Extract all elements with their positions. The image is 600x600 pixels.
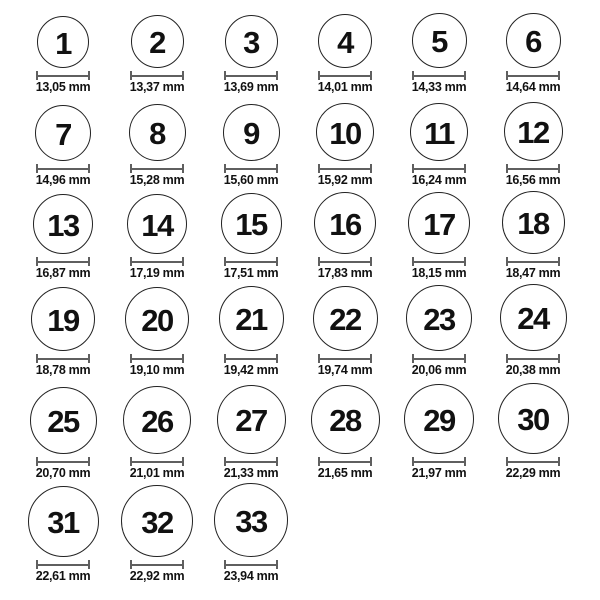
diameter-label: 23,94 mm: [223, 569, 279, 583]
diameter-measure-line: [506, 457, 560, 466]
ring-circle: [506, 13, 561, 68]
diameter-measure-line: [224, 354, 278, 363]
ring-size-number: 20: [141, 302, 173, 338]
ring-circle: [33, 194, 93, 254]
diameter-label: 16,24 mm: [411, 173, 467, 187]
ring-size-cell-11: [392, 94, 486, 187]
ring-size-number: 28: [329, 403, 361, 438]
ring-size-number: 1: [55, 25, 71, 61]
ring-size-number: 19: [47, 302, 79, 338]
ring-size-cell-4: [298, 3, 392, 94]
diameter-label: 20,70 mm: [35, 466, 91, 480]
diameter-label: 15,92 mm: [317, 173, 373, 187]
ring-size-number: 17: [423, 206, 455, 242]
ring-size-number: 10: [329, 115, 361, 151]
ring-size-cell-5: [392, 3, 486, 94]
ring-size-cell-17: [392, 187, 486, 280]
ring-size-number: 7: [55, 116, 71, 152]
ring-circle: [316, 103, 374, 161]
ring-size-row-5: [0, 377, 600, 480]
ring-circle: [31, 287, 95, 351]
ring-size-number: 11: [424, 115, 454, 151]
diameter-measure-line: [318, 354, 372, 363]
diameter-label: 17,83 mm: [317, 266, 373, 280]
diameter-label: 14,01 mm: [317, 80, 373, 94]
diameter-label: 16,87 mm: [35, 266, 91, 280]
ring-circle: [225, 15, 278, 68]
diameter-measure-line: [36, 257, 90, 266]
ring-size-cell-22: [298, 280, 392, 377]
ring-size-number: 6: [525, 24, 541, 59]
diameter-label: 22,61 mm: [35, 569, 91, 583]
ring-circle: [406, 285, 472, 351]
diameter-label: 13,69 mm: [223, 80, 279, 94]
ring-size-number: 13: [47, 207, 79, 243]
ring-size-cell-28: [298, 377, 392, 480]
ring-size-number: 32: [141, 504, 173, 540]
diameter-label: 18,15 mm: [411, 266, 467, 280]
diameter-measure-line: [412, 257, 466, 266]
ring-circle: [35, 105, 91, 161]
ring-size-number: 8: [149, 116, 165, 151]
diameter-measure-line: [318, 164, 372, 173]
ring-size-row-6: [0, 480, 600, 583]
ring-circle: [129, 104, 186, 161]
ring-size-row-2: [0, 94, 600, 187]
diameter-measure-line: [318, 457, 372, 466]
ring-size-row-3: [0, 187, 600, 280]
ring-circle: [221, 193, 282, 254]
diameter-measure-line: [224, 457, 278, 466]
ring-size-cell-10: [298, 94, 392, 187]
ring-circle: [404, 384, 474, 454]
ring-circle: [314, 192, 376, 254]
diameter-label: 21,01 mm: [129, 466, 185, 480]
ring-size-cell-2: [110, 3, 204, 94]
ring-size-cell-29: [392, 377, 486, 480]
diameter-label: 22,29 mm: [505, 466, 561, 480]
ring-size-cell-3: [204, 3, 298, 94]
ring-size-cell-21: [204, 280, 298, 377]
diameter-measure-line: [412, 354, 466, 363]
diameter-label: 14,64 mm: [505, 80, 561, 94]
ring-size-cell-15: [204, 187, 298, 280]
ring-size-row-4: [0, 280, 600, 377]
ring-size-number: 29: [423, 402, 455, 438]
diameter-measure-line: [318, 71, 372, 80]
ring-size-cell-31: [16, 480, 110, 583]
ring-size-cell-24: [486, 280, 580, 377]
ring-circle: [217, 385, 286, 454]
ring-circle: [311, 385, 380, 454]
ring-size-cell-1: [16, 3, 110, 94]
ring-circle: [408, 192, 470, 254]
ring-size-row-1: [0, 3, 600, 94]
diameter-measure-line: [130, 560, 184, 569]
diameter-measure-line: [36, 560, 90, 569]
diameter-label: 17,51 mm: [223, 266, 279, 280]
ring-size-cell-25: [16, 377, 110, 480]
ring-circle: [28, 486, 99, 557]
diameter-measure-line: [412, 457, 466, 466]
ring-size-number: 15: [235, 207, 267, 242]
ring-size-cell-6: [486, 3, 580, 94]
ring-circle: [131, 15, 184, 68]
diameter-measure-line: [318, 257, 372, 266]
diameter-measure-line: [224, 560, 278, 569]
diameter-label: 19,74 mm: [317, 363, 373, 377]
ring-size-cell-18: [486, 187, 580, 280]
ring-size-number: 30: [517, 402, 549, 437]
ring-size-number: 27: [235, 403, 267, 438]
diameter-label: 19,10 mm: [129, 363, 185, 377]
diameter-measure-line: [506, 71, 560, 80]
diameter-measure-line: [412, 71, 466, 80]
ring-circle: [318, 14, 372, 68]
ring-circle: [30, 387, 97, 454]
diameter-label: 15,28 mm: [129, 173, 185, 187]
ring-size-number: 33: [235, 503, 267, 539]
ring-size-number: 9: [243, 116, 259, 151]
ring-size-cell-7: [16, 94, 110, 187]
ring-circle: [410, 103, 468, 161]
ring-size-number: 12: [517, 115, 549, 150]
diameter-measure-line: [36, 164, 90, 173]
diameter-measure-line: [506, 257, 560, 266]
diameter-measure-line: [130, 164, 184, 173]
ring-size-number: 16: [329, 206, 361, 242]
ring-size-number: 23: [423, 301, 455, 337]
ring-size-number: 5: [431, 24, 447, 59]
ring-circle: [498, 383, 569, 454]
ring-size-number: 25: [47, 404, 79, 439]
ring-size-number: 26: [141, 403, 173, 439]
diameter-label: 19,42 mm: [223, 363, 279, 377]
diameter-measure-line: [412, 164, 466, 173]
ring-size-number: 22: [329, 302, 361, 337]
ring-size-cell-8: [110, 94, 204, 187]
ring-size-cell-32: [110, 480, 204, 583]
ring-size-number: 24: [517, 301, 549, 336]
ring-size-number: 21: [235, 302, 267, 337]
ring-size-cell-27: [204, 377, 298, 480]
ring-circle: [37, 16, 89, 68]
ring-circle: [127, 194, 187, 254]
diameter-label: 21,65 mm: [317, 466, 373, 480]
ring-circle: [412, 13, 467, 68]
ring-circle: [223, 104, 280, 161]
diameter-measure-line: [224, 257, 278, 266]
ring-size-cell-12: [486, 94, 580, 187]
ring-size-cell-19: [16, 280, 110, 377]
ring-circle: [313, 286, 378, 351]
ring-size-cell-26: [110, 377, 204, 480]
diameter-label: 18,47 mm: [505, 266, 561, 280]
diameter-label: 14,33 mm: [411, 80, 467, 94]
diameter-label: 21,33 mm: [223, 466, 279, 480]
diameter-measure-line: [130, 257, 184, 266]
ring-circle: [500, 284, 567, 351]
ring-circle: [123, 386, 191, 454]
ring-circle: [219, 286, 284, 351]
diameter-label: 13,37 mm: [129, 80, 185, 94]
ring-size-cell-13: [16, 187, 110, 280]
ring-size-number: 4: [337, 24, 353, 60]
diameter-label: 20,38 mm: [505, 363, 561, 377]
diameter-label: 22,92 mm: [129, 569, 185, 583]
diameter-measure-line: [36, 71, 90, 80]
ring-circle: [504, 102, 563, 161]
diameter-measure-line: [36, 354, 90, 363]
diameter-measure-line: [224, 164, 278, 173]
diameter-measure-line: [130, 457, 184, 466]
ring-circle: [502, 191, 565, 254]
ring-size-cell-23: [392, 280, 486, 377]
diameter-label: 14,96 mm: [35, 173, 91, 187]
diameter-label: 18,78 mm: [35, 363, 91, 377]
diameter-measure-line: [36, 457, 90, 466]
diameter-label: 21,97 mm: [411, 466, 467, 480]
ring-size-number: 31: [47, 505, 79, 540]
ring-size-number: 2: [149, 25, 165, 60]
ring-circle: [125, 287, 189, 351]
ring-size-cell-14: [110, 187, 204, 280]
ring-size-cell-9: [204, 94, 298, 187]
ring-size-cell-30: [486, 377, 580, 480]
ring-circle: [121, 485, 193, 557]
diameter-measure-line: [130, 71, 184, 80]
ring-size-number: 14: [141, 207, 173, 243]
diameter-label: 17,19 mm: [129, 266, 185, 280]
ring-size-number: 3: [243, 25, 259, 60]
ring-size-cell-20: [110, 280, 204, 377]
ring-size-cell-16: [298, 187, 392, 280]
diameter-measure-line: [130, 354, 184, 363]
ring-size-cell-33: [204, 480, 298, 583]
ring-size-number: 18: [517, 206, 549, 241]
diameter-label: 13,05 mm: [35, 80, 91, 94]
diameter-measure-line: [506, 354, 560, 363]
diameter-measure-line: [224, 71, 278, 80]
ring-circle: [214, 483, 288, 557]
diameter-measure-line: [506, 164, 560, 173]
diameter-label: 16,56 mm: [505, 173, 561, 187]
diameter-label: 20,06 mm: [411, 363, 467, 377]
diameter-label: 15,60 mm: [223, 173, 279, 187]
